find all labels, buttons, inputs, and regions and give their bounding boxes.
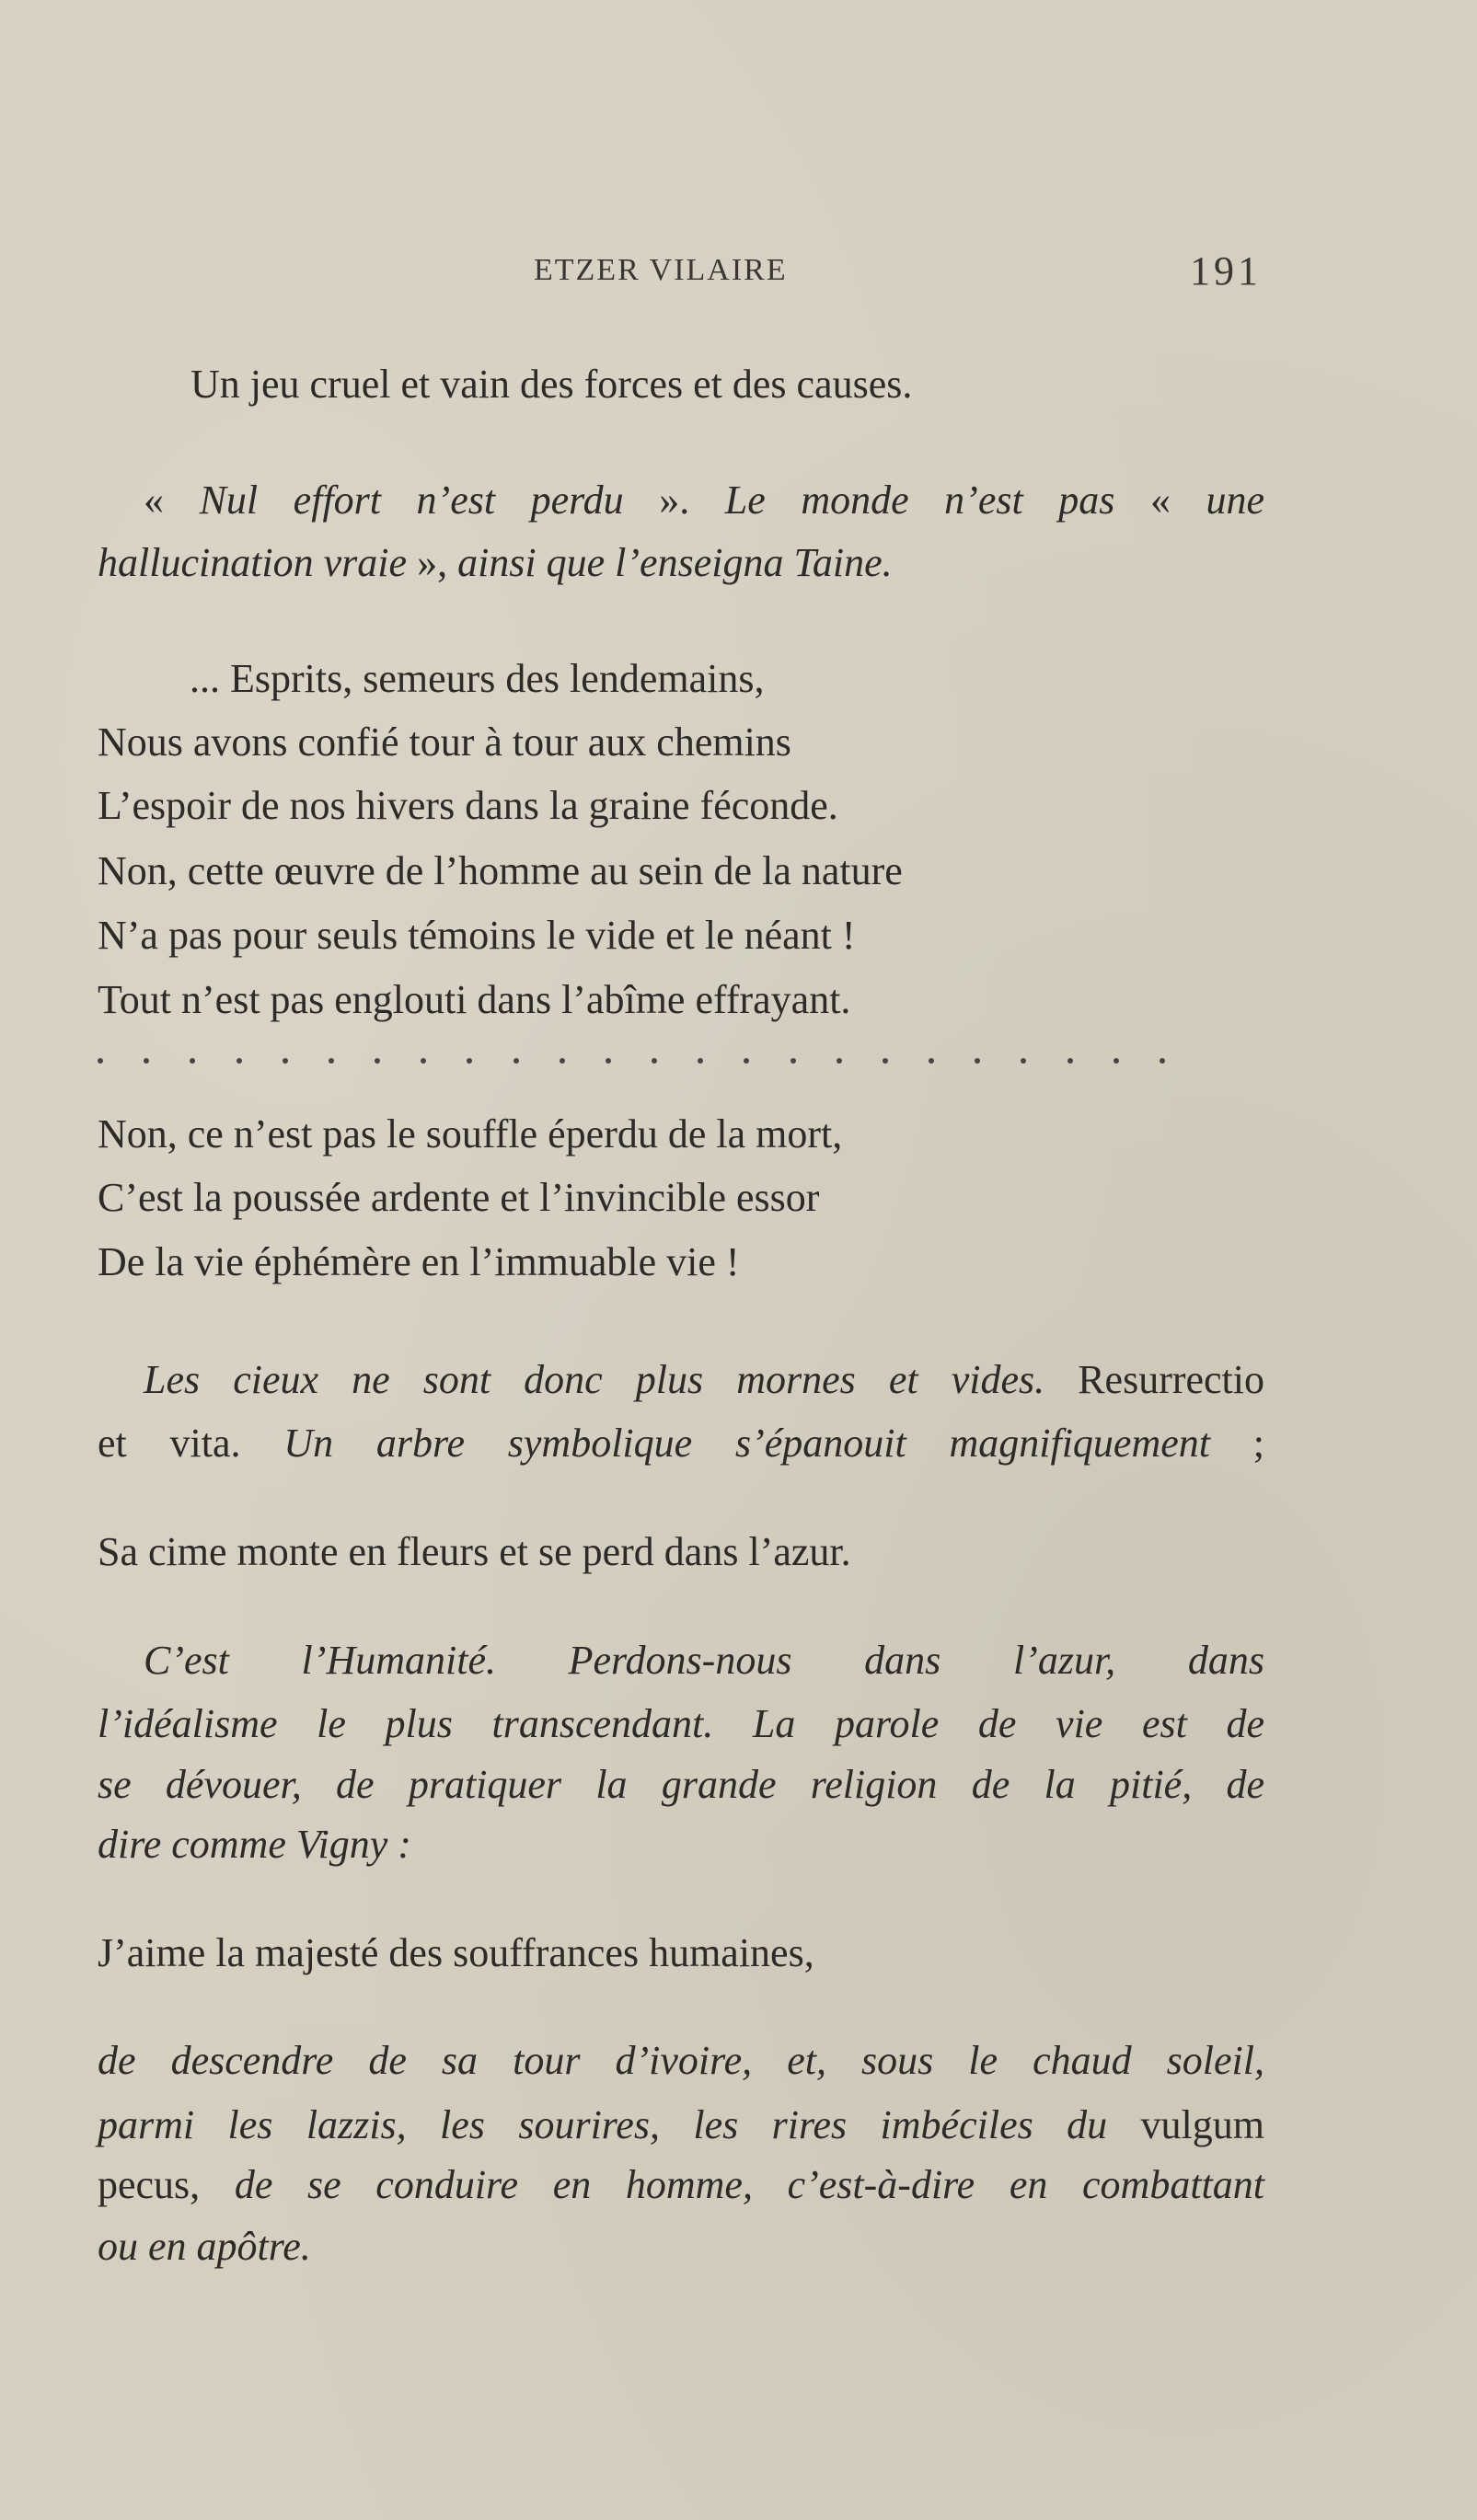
prose-line: se dévouer, de pratiquer la grande religion de la pitié, de xyxy=(98,1762,1264,1807)
prose-line: de descendre de sa tour d’ivoire, et, sous le chaud soleil, xyxy=(98,2038,1264,2083)
ellipsis-dot xyxy=(329,1058,334,1064)
running-title: ETZER VILAIRE xyxy=(534,253,788,287)
italic-text: Nul effort n’est perdu xyxy=(199,478,624,523)
italic-text: Le monde n’est pas xyxy=(724,478,1115,523)
ellipsis-dot xyxy=(237,1058,242,1064)
verse-line: Non, ce n’est pas le souffle éperdu de la mort, xyxy=(98,1111,843,1156)
verse-line: C’est la poussée ardente et l’invincible essor xyxy=(98,1175,820,1220)
prose-line: C’est l’Humanité. Perdons-nous dans l’azur, dans xyxy=(144,1638,1264,1683)
quote-mark: « xyxy=(144,478,200,523)
italic-text: Un arbre symbolique s’épanouit magnifiquement xyxy=(283,1421,1210,1466)
prose-line xyxy=(98,1423,1264,1464)
ellipsis-dot xyxy=(929,1058,934,1064)
ellipsis-dot xyxy=(1160,1058,1165,1064)
verse-line: Non, cette œuvre de l’homme au sein de la nature xyxy=(98,848,903,893)
ellipsis-dot xyxy=(560,1058,565,1064)
italic-text: hallucination vraie xyxy=(98,540,408,585)
ellipsis-dot xyxy=(467,1058,472,1064)
ellipsis-dot xyxy=(883,1058,888,1064)
verse-text: Un jeu cruel et vain des forces et des causes. xyxy=(190,362,913,407)
ellipsis-dot xyxy=(837,1058,842,1064)
italic-text: Les cieux ne sont donc plus mornes et vides. xyxy=(144,1357,1045,1402)
prose-line: ou en apôtre. xyxy=(98,2224,311,2269)
ellipsis-dot xyxy=(1067,1058,1073,1064)
roman-text: et vita. xyxy=(98,1421,284,1466)
roman-text: ; xyxy=(1210,1421,1265,1466)
page-number: 191 xyxy=(1190,248,1262,293)
verse-line: Nous avons confié tour à tour aux chemins xyxy=(98,719,791,765)
ellipsis-dot xyxy=(98,1058,103,1064)
verse-line: L’espoir de nos hivers dans la graine féconde. xyxy=(98,783,838,828)
ellipsis-dot xyxy=(606,1058,611,1064)
verse-line: J’aime la majesté des souffrances humaines, xyxy=(98,1930,814,1975)
verse-line: Sa cime monte en fleurs et se perd dans l’azur. xyxy=(98,1529,851,1574)
page-header xyxy=(0,248,1477,299)
ellipsis-dot xyxy=(698,1058,703,1064)
ellipsis-dot xyxy=(375,1058,380,1064)
italic-text: ainsi que l’enseigna Taine. xyxy=(457,540,893,585)
verse-line: ... Esprits, semeurs des lendemains, xyxy=(190,656,765,701)
ellipsis-dot xyxy=(283,1058,288,1064)
ellipsis-dot xyxy=(790,1058,796,1064)
ellipsis-dot xyxy=(1114,1058,1119,1064)
italic-text: de se conduire en homme, c’est-à-dire en combattant xyxy=(234,2162,1264,2207)
ellipsis-dot xyxy=(744,1058,749,1064)
roman-text: Resurrectio xyxy=(1044,1357,1265,1402)
ellipsis-dot xyxy=(190,1058,195,1064)
roman-text: vulgum xyxy=(1107,2102,1265,2147)
prose-line xyxy=(98,2102,1265,2147)
prose-line xyxy=(144,1357,1265,1402)
verse-line: Tout n’est pas englouti dans l’abîme effrayant. xyxy=(98,977,851,1022)
prose-line: l’idéalisme le plus transcendant. La parole de vie est de xyxy=(98,1701,1264,1746)
quote-line xyxy=(98,540,893,585)
ellipsis-dot xyxy=(975,1058,980,1064)
prose-line: dire comme Vigny : xyxy=(98,1822,411,1867)
quote-mark: ». xyxy=(623,478,725,523)
ellipsis-dot xyxy=(144,1058,149,1064)
ellipsis-dot xyxy=(421,1058,426,1064)
roman-text: pecus, xyxy=(98,2162,235,2207)
quote-mark: », xyxy=(407,540,458,585)
verse-line xyxy=(190,364,912,405)
ellipsis-dot xyxy=(652,1058,657,1064)
italic-text: une xyxy=(1206,478,1265,523)
ellipsis-dot xyxy=(1021,1058,1026,1064)
quote-line xyxy=(144,480,1264,521)
verse-line: N’a pas pour seuls témoins le vide et le néant ! xyxy=(98,913,856,958)
italic-text: parmi les lazzis, les sourires, les rires imbéciles du xyxy=(98,2102,1108,2147)
prose-line xyxy=(98,2162,1264,2207)
verse-line: De la vie éphémère en l’immuable vie ! xyxy=(98,1239,740,1284)
ellipsis-separator xyxy=(98,1058,1165,1064)
ellipsis-dot xyxy=(513,1058,519,1064)
quote-mark: « xyxy=(1114,478,1206,523)
